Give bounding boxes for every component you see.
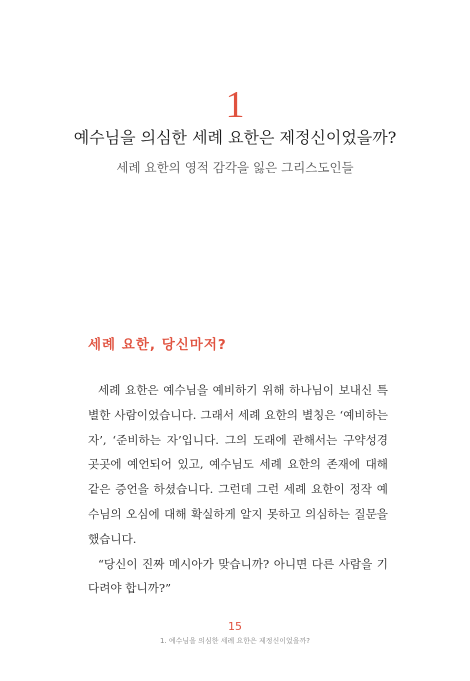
page-number: 15	[228, 620, 242, 633]
body-paragraph-1: 세례 요한은 예수님을 예비하기 위해 하나님이 보내신 특별한 사람이었습니다. 그래서 세례 요한의 별칭은 ‘예비하는 자’, ‘준비하는 자’입니다. 그의 도래에 관해서는 구약성경 곳곳에 예언되어 있고, 예수님도 세례 요한의 존재에 대해 같은 증언을 하셨습니다. 그런데 그런 세례 요한이 정작 예수님의 오심에 대해 확실하게 알지 못하고 의심하는 질문을 했습니다.	[88, 383, 388, 546]
chapter-number: 1	[225, 84, 245, 126]
section-heading: 세례 요한, 당신마저?	[88, 337, 227, 353]
chapter-title: 예수님을 의심한 세례 요한은 제정신이었을까?	[73, 128, 397, 147]
body-text	[88, 378, 388, 601]
chapter-subtitle: 세례 요한의 영적 감각을 잃은 그리스도인들	[116, 160, 354, 175]
running-footer-title: 1. 예수님을 의심한 세례 요한은 제정신이었을까?	[160, 637, 310, 645]
body-paragraph-quote: “당신이 진짜 메시아가 맞습니까? 아니면 다른 사람을 기다려야 합니까?”	[88, 556, 388, 596]
